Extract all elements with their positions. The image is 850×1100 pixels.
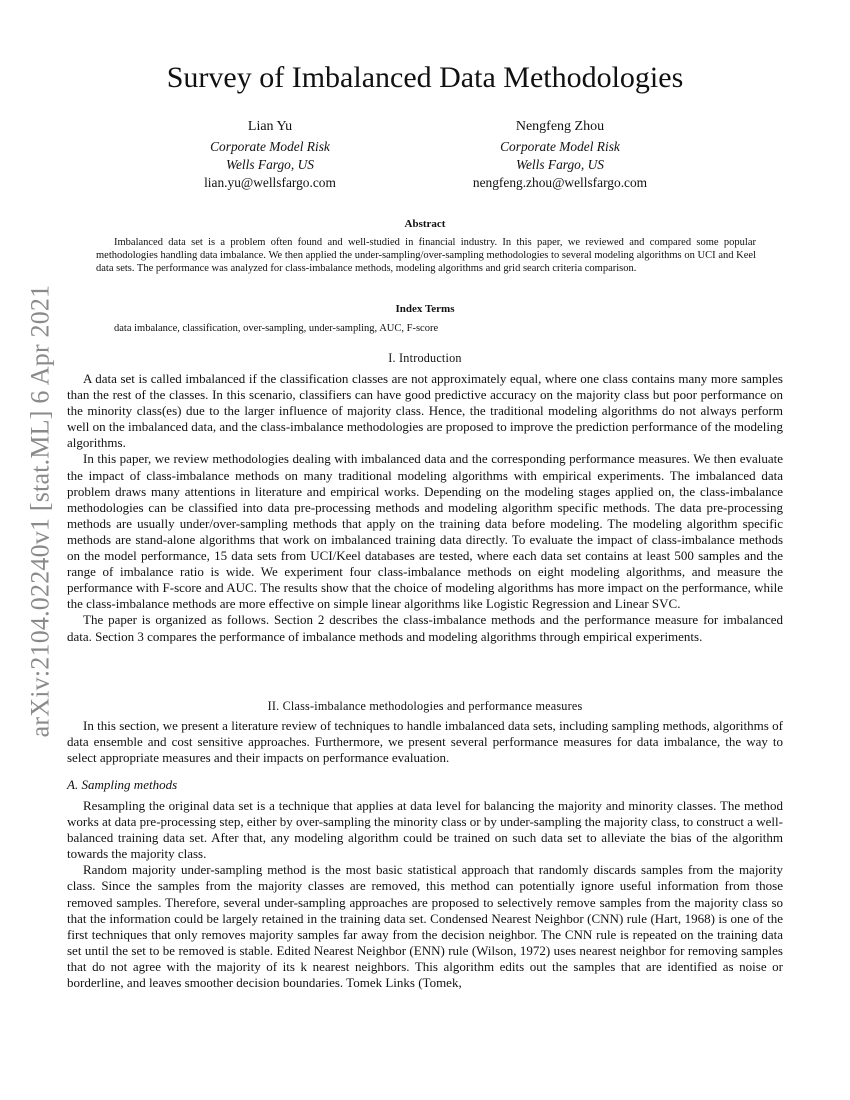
section-heading-text: II. Class-imbalance methodologies and performance measures	[267, 699, 583, 713]
author-location: Wells Fargo, US	[226, 157, 314, 172]
author-affiliation: Corporate Model Risk	[210, 139, 330, 154]
author-email: nengfeng.zhou@wellsfargo.com	[472, 175, 648, 190]
author-name: Lian Yu	[247, 119, 293, 134]
section-heading-introduction	[0, 350, 850, 366]
section-heading-text: I. Introduction	[388, 351, 462, 365]
author-block-2	[440, 118, 680, 192]
paragraph: A data set is called imbalanced if the classification classes are not approximately equal, where one class contains many more samples than the rest of the classes. In this scenario, classifiers can have good predictive accuracy on the majority class but poor performance on the minority class(es) due to the larger influence of majority class. Hence, the traditional modeling algorithms do not always perform well on the imbalanced data, and the class-imbalance methodologies are proposed to improve the prediction performance of the modeling algorithms.	[67, 371, 783, 451]
paragraph: The paper is organized as follows. Section 2 describes the class-imbalance methods and the performance measure for imbalanced data. Section 3 compares the performance of imbalance methods and modeling algorithms through empirical experiments.	[67, 612, 783, 644]
section-heading-methodologies	[0, 698, 850, 714]
introduction-body	[67, 371, 783, 645]
arxiv-id-text: arXiv:2104.02240v1 [stat.ML] 6 Apr 2021	[25, 284, 54, 738]
author-name: Nengfeng Zhou	[515, 119, 605, 134]
author-affiliation: Corporate Model Risk	[500, 139, 620, 154]
paper-title: Survey of Imbalanced Data Methodologies	[166, 61, 684, 94]
abstract-heading: Abstract	[404, 218, 446, 230]
paragraph: Random majority under-sampling method is the most basic statistical approach that randomly discards samples from the majority class. Since the samples from the majority classes are removed, this method can potentially ignore useful information from those removed samples. Therefore, several under-sampling approaches are proposed to selectively remove samples from the majority class so that the information could be largely retained in the training data set. Condensed Nearest Neighbor (CNN) rule (Hart, 1968) is one of the first techniques that only removes majority samples far away from the decision neighbor. The CNN rule is repeated on the training data set until the set to be removed is stable. Edited Nearest Neighbor (ENN) rule (Wilson, 1972) uses nearest neighbor for removing samples that do not agree with the majority of its k nearest neighbors. This algorithm edits out the samples that are identified as noise or borderline, and leaves smoother decision boundaries. Tomek Links (Tomek,	[67, 862, 783, 991]
paragraph: In this paper, we review methodologies dealing with imbalanced data and the corresponding performance measures. We then evaluate the impact of class-imbalance methods on many traditional modeling algorithms with empirical experiments. The imbalanced data problem draws many attentions in literature and empirical works. Depending on the modeling stages applied on, the class-imbalance methodologies can be classified into data pre-processing methods and modeling algorithm specific methods. The data pre-processing methods are usually under/over-sampling methods that apply on the training data before modeling. The modeling algorithm specific methods are stand-alone algorithms that work on imbalanced training data directly. To evaluate the impact of class-imbalance methods on the model performance, 15 data sets from UCI/Keel databases are tested, where each data set contains at least 500 samples and the range of imbalance ratio is wide. We experiment four class-imbalance methods on eight modeling algorithms, and measure the performance with F-score and AUC. The results show that the choice of modeling algorithms has more impact on the performance, while the class-imbalance methods are more effective on simple linear algorithms like Logistic Regression and Linear SVC.	[67, 451, 783, 612]
index-terms-text: data imbalance, classification, over-sampling, under-sampling, AUC, F-score	[114, 323, 439, 334]
author-email: lian.yu@wellsfargo.com	[204, 175, 336, 190]
methodologies-body	[67, 718, 783, 766]
paragraph: In this section, we present a literature review of techniques to handle imbalanced data sets, including sampling methods, algorithms of data ensemble and cost sensitive approaches. Furthermore, we present several performance measures for data imbalance, the way to select appropriate measures and their impacts on performance evaluation.	[67, 718, 783, 766]
paragraph: Resampling the original data set is a technique that applies at data level for balancing the majority and minority classes. The method works at data pre-processing step, either by over-sampling the minority class or by under-sampling the majority class, to construct a well-balanced training data set. After that, any modeling algorithm could be trained on such data set to alleviate the bias of the algorithm towards the majority class.	[67, 798, 783, 862]
arxiv-identifier	[20, 266, 60, 756]
sampling-methods-body	[67, 798, 783, 991]
index-terms-heading: Index Terms	[395, 303, 455, 315]
subsection-heading-sampling: A. Sampling methods	[67, 777, 178, 792]
author-location: Wells Fargo, US	[516, 157, 604, 172]
abstract-text: Imbalanced data set is a problem often found and well-studied in financial industry. In this paper, we reviewed and compared some popular methodologies handling data imbalance. We then applied the under-sampling/over-sampling methodologies to several modeling algorithms on UCI and Keel data sets. The performance was analyzed for class-imbalance methods, modeling algorithms and grid search criteria comparison.	[96, 237, 756, 275]
author-block-1	[150, 118, 390, 192]
